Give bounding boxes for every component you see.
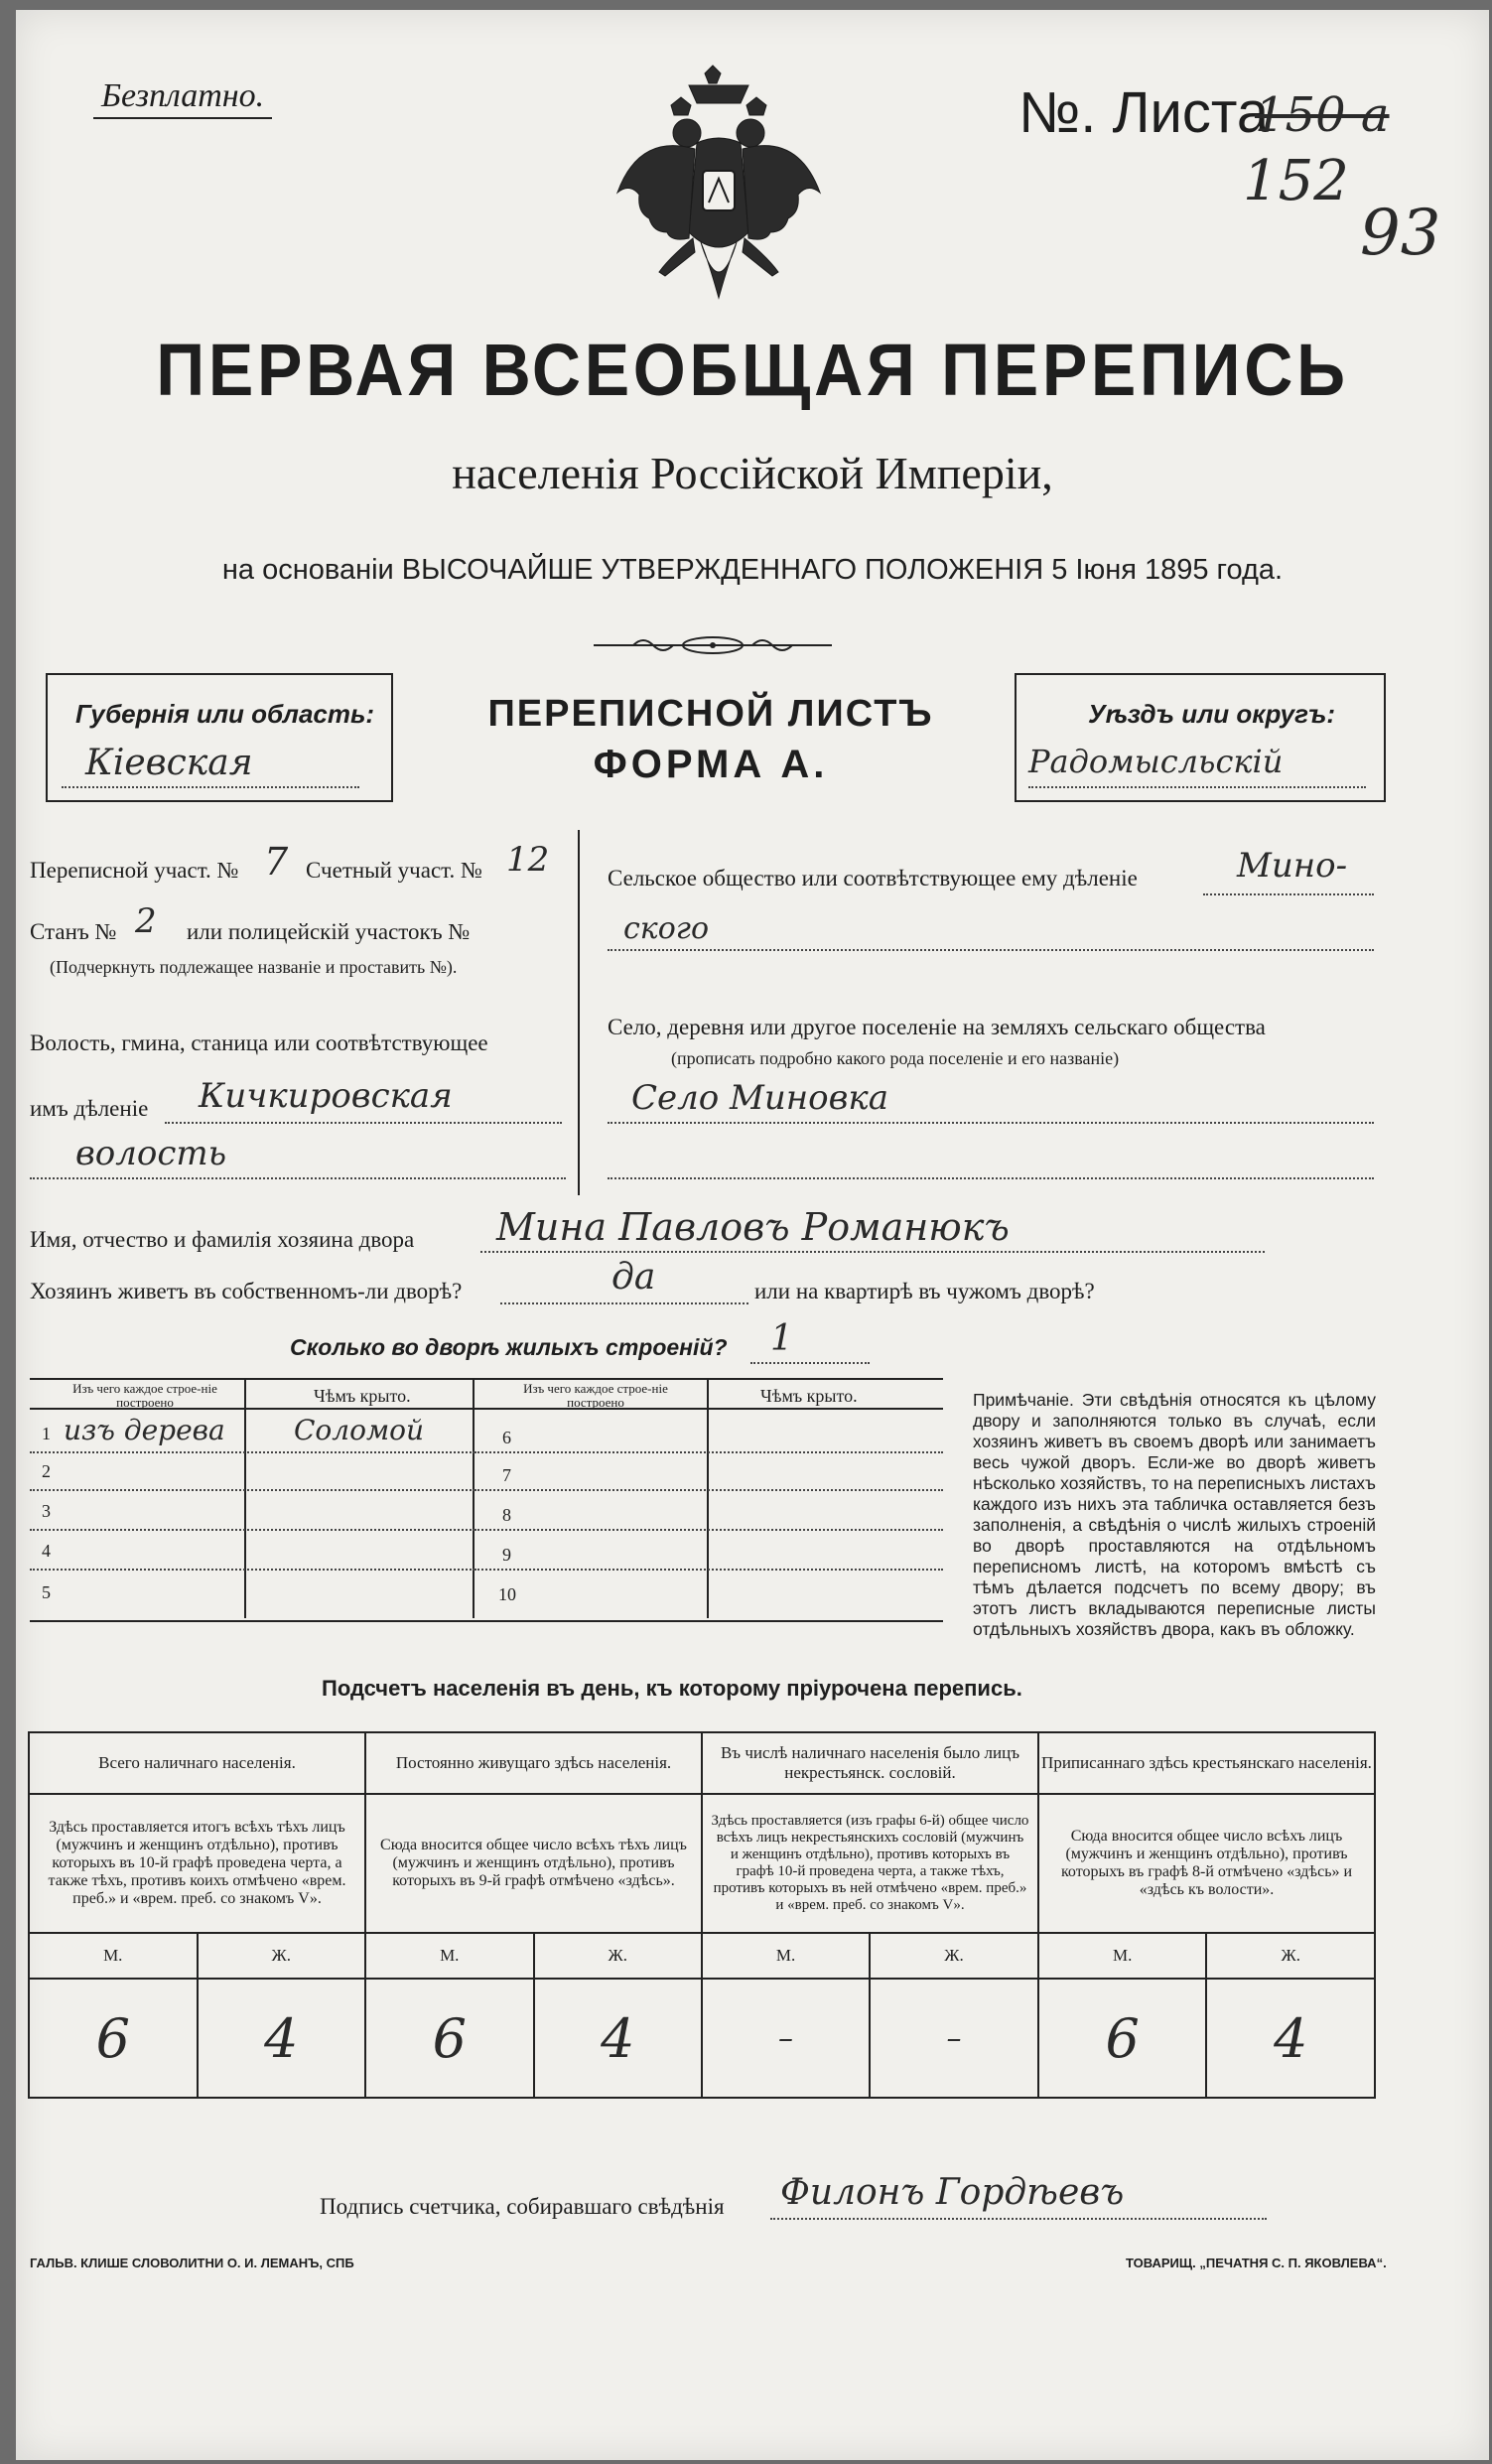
pop-f-value-3: –	[870, 1979, 1038, 2098]
pop-m-value-1: 6	[29, 1979, 198, 2098]
district-line	[1028, 786, 1366, 788]
buildings-line	[750, 1362, 870, 1364]
province-line	[62, 786, 359, 788]
owner-lives-label: Хозяинъ живетъ въ собственномъ-ли дворѣ?	[30, 1279, 463, 1303]
bt-row-1-roof: Соломой	[294, 1414, 425, 1446]
form-title: ПЕРЕПИСНОЙ ЛИСТЪ	[487, 693, 934, 735]
bt-row-5-n: 5	[42, 1582, 51, 1602]
bt-row-9-line	[475, 1569, 943, 1571]
pop-desc-1: Здѣсь проставляется итогъ всѣхъ тѣхъ лицъ (мужчинъ и женщинъ отдѣльно), противъ которыхъ въ 10-й графѣ проведена черта, а также тѣхъ, противъ коихъ отмѣчено «врем. преб.» и «врем. преб. со знакомъ V».	[29, 1794, 365, 1933]
bt-col-1	[244, 1380, 246, 1618]
bt-header-material-2: Изъ чего каждое строе-ніе построено	[523, 1381, 668, 1410]
bt-header-roof: Чѣмъ крыто.	[314, 1386, 411, 1406]
underline-note: (Подчеркнуть подлежащее названіе и проставить №).	[50, 957, 458, 977]
pop-head-2: Постоянно живущаго здѣсь населенія.	[365, 1732, 702, 1794]
legal-basis-line: на основаніи ВЫСОЧАЙШЕ УТВЕРЖДЕННАГО ПОЛОЖЕНІЯ 5 Іюня 1895 года.	[221, 554, 1284, 586]
pop-m-value-3: –	[702, 1979, 870, 2098]
society-value-1: Мино-	[1237, 846, 1348, 886]
pop-m-label-3: М.	[702, 1933, 870, 1979]
bt-header-material: Изъ чего каждое строе-ніе построено	[72, 1381, 217, 1410]
owner-name-value: Мина Павловъ Романюкъ	[496, 1205, 1010, 1249]
middle-divider	[578, 830, 580, 1195]
bt-row-3-line	[30, 1529, 475, 1531]
page-title: ПЕРВАЯ ВСЕОБЩАЯ ПЕРЕПИСЬ	[156, 329, 1349, 411]
sheet-number-hw-crossed: 150 а	[1255, 87, 1390, 143]
province-label: Губернія или область:	[75, 699, 375, 729]
bt-row-1-n: 1	[42, 1424, 51, 1443]
signature-label: Подпись счетчика, собиравшаго свѣдѣнія	[320, 2194, 725, 2219]
sheet-number-hw: 152	[1243, 149, 1349, 213]
province-value: Кіевская	[85, 743, 253, 783]
bt-col-2	[473, 1380, 475, 1618]
owner-lives-value: да	[611, 1257, 656, 1298]
stan-value: 2	[135, 901, 157, 941]
pop-head-1: Всего наличнаго населенія.	[29, 1732, 365, 1794]
population-table	[28, 1731, 1376, 2099]
imperial-eagle-icon	[610, 64, 828, 312]
pop-m-label-1: М.	[29, 1933, 198, 1979]
village-line-1	[608, 1122, 1374, 1124]
pop-f-value-4: 4	[1206, 1979, 1375, 2098]
pop-f-value-1: 4	[198, 1979, 366, 2098]
pop-head-4: Приписаннаго здѣсь крестьянскаго населенія.	[1038, 1732, 1375, 1794]
owner-lives-line	[500, 1302, 748, 1304]
count-section-value: 12	[506, 840, 550, 880]
village-label: Село, деревня или другое поселеніе на земляхъ сельскаго общества	[608, 1015, 1266, 1039]
census-sheet	[16, 10, 1489, 2460]
sheet-number-hw-2: 93	[1360, 197, 1441, 270]
pop-m-value-4: 6	[1038, 1979, 1207, 2098]
bt-row-1-material: изъ дерева	[64, 1414, 225, 1446]
buildings-value: 1	[770, 1318, 793, 1359]
census-section-label: Переписной участ. №	[30, 858, 239, 883]
society-value-2: ского	[623, 911, 710, 946]
district-value: Радомысльскій	[1028, 743, 1284, 780]
village-value: Село Миновка	[631, 1078, 889, 1118]
pop-f-label-1: Ж.	[198, 1933, 366, 1979]
free-label: Безплатно.	[93, 77, 272, 119]
volost-line-2	[30, 1177, 566, 1179]
bt-row-2-n: 2	[42, 1461, 51, 1481]
volost-label-2: имъ дѣленіе	[30, 1096, 149, 1121]
district-label: Уѣздъ или округъ:	[1088, 699, 1336, 729]
bt-header-roof-2: Чѣмъ крыто.	[760, 1386, 858, 1406]
volost-line-1	[165, 1122, 562, 1124]
page-subtitle: населенія Россійской Имперіи,	[452, 448, 1053, 498]
owner-name-line	[480, 1251, 1265, 1253]
bt-row-3-n: 3	[42, 1501, 51, 1521]
bt-row-6-line	[475, 1451, 943, 1453]
society-label: Сельское общество или соотвѣтствующее ему дѣленіе	[608, 866, 1138, 890]
owner-lives-alt: или на квартирѣ въ чужомъ дворѣ?	[754, 1279, 1095, 1303]
society-line-2	[608, 949, 1374, 951]
society-line-1	[1203, 893, 1374, 895]
census-section-value: 7	[264, 840, 289, 884]
bt-row-10-n: 10	[498, 1584, 516, 1604]
bt-row-8-line	[475, 1529, 943, 1531]
pop-desc-3: Здѣсь проставляется (изъ графы 6-й) общее число всѣхъ лицъ некрестьянскихъ сословій (мужчинъ и женщинъ отдѣльно), противъ которыхъ въ графѣ 10-й проведена черта, а также тѣхъ, противъ которыхъ въ ней отмѣчено «врем. преб.» и «врем. преб. со знакомъ V».	[702, 1794, 1038, 1933]
footnote: Примѣчаніе. Эти свѣдѣнія относятся къ цѣлому двору и заполняются только въ случаѣ, если хозяинъ живетъ въ своемъ дворѣ или занимаетъ весь чужой дворъ. Если-же во дворѣ живетъ нѣсколько хозяйствъ, то на переписныхъ листахъ каждого изъ нихъ эта табличка оставляется безъ заполненія, а свѣдѣнія о числѣ жилыхъ строеній во дворѣ проставляются на отдѣльномъ переписномъ листѣ, на которомъ вмѣстѣ съ тѣмъ дѣлается подсчетъ по всему двору; въ этотъ листъ вкладываются переписные листы отдѣльныхъ хозяйствъ двора, какъ въ обложку.	[973, 1390, 1376, 1639]
sheet-number-label: №. Листа	[1018, 80, 1270, 145]
pop-desc-4: Сюда вносится общее число всѣхъ лицъ (мужчинъ и женщинъ отдѣльно), противъ которыхъ въ графѣ 8-й отмѣчено «здѣсь» и «здѣсь къ волости».	[1038, 1794, 1375, 1933]
pop-m-label-2: М.	[365, 1933, 534, 1979]
bt-row-4-n: 4	[42, 1541, 51, 1561]
count-section-label: Счетный участ. №	[306, 858, 482, 883]
pop-f-label-2: Ж.	[534, 1933, 703, 1979]
bt-row-1-line	[30, 1451, 475, 1453]
pop-m-value-2: 6	[365, 1979, 534, 2098]
village-line-2	[608, 1177, 1374, 1179]
footer-right: ТОВАРИЩ. „ПЕЧАТНЯ С. П. ЯКОВЛЕВА“.	[1126, 2256, 1387, 2270]
bt-col-3	[707, 1380, 709, 1618]
pop-head-3: Въ числѣ наличнаго населенія было лицъ некрестьянск. сословій.	[702, 1732, 1038, 1794]
pop-f-value-2: 4	[534, 1979, 703, 2098]
bt-row-4-line	[30, 1569, 475, 1571]
bt-row-6-n: 6	[502, 1428, 511, 1447]
buildings-label: Сколько во дворѣ жилыхъ строеній?	[290, 1334, 728, 1360]
village-note: (прописать подробно какого рода поселеніе и его названіе)	[671, 1048, 1120, 1068]
police-section-label: или полицейскій участокъ №	[187, 919, 471, 944]
footer-left: ГАЛЬВ. КЛИШЕ СЛОВОЛИТНИ О. И. ЛЕМАНЪ, СПБ	[30, 2256, 354, 2270]
pop-f-label-4: Ж.	[1206, 1933, 1375, 1979]
form-subtitle: ФОРМА А.	[593, 743, 829, 786]
bt-row-7-n: 7	[502, 1465, 511, 1485]
pop-desc-2: Сюда вносится общее число всѣхъ тѣхъ лицъ (мужчинъ и женщинъ отдѣльно), противъ которыхъ въ 9-й графѣ отмѣчено «здѣсь».	[365, 1794, 702, 1933]
pop-f-label-3: Ж.	[870, 1933, 1038, 1979]
volost-value-2: волость	[75, 1134, 227, 1173]
stan-label: Станъ №	[30, 919, 117, 944]
signature-line	[770, 2218, 1267, 2220]
district-box	[1015, 673, 1386, 802]
pop-m-label-4: М.	[1038, 1933, 1207, 1979]
volost-value-1: Кичкировская	[199, 1076, 453, 1116]
signature-value: Филонъ Гордѣевъ	[780, 2172, 1125, 2213]
volost-label: Волость, гмина, станица или соотвѣтствующее	[30, 1030, 488, 1055]
ornament-divider-icon	[594, 633, 832, 657]
bt-row-8-n: 8	[502, 1505, 511, 1525]
bt-row-2-line	[30, 1489, 475, 1491]
bt-row-7-line	[475, 1489, 943, 1491]
bt-row-9-n: 9	[502, 1545, 511, 1565]
owner-name-label: Имя, отчество и фамилія хозяина двора	[30, 1227, 415, 1252]
population-title: Подсчетъ населенія въ день, къ которому пріурочена перепись.	[322, 1676, 1022, 1701]
